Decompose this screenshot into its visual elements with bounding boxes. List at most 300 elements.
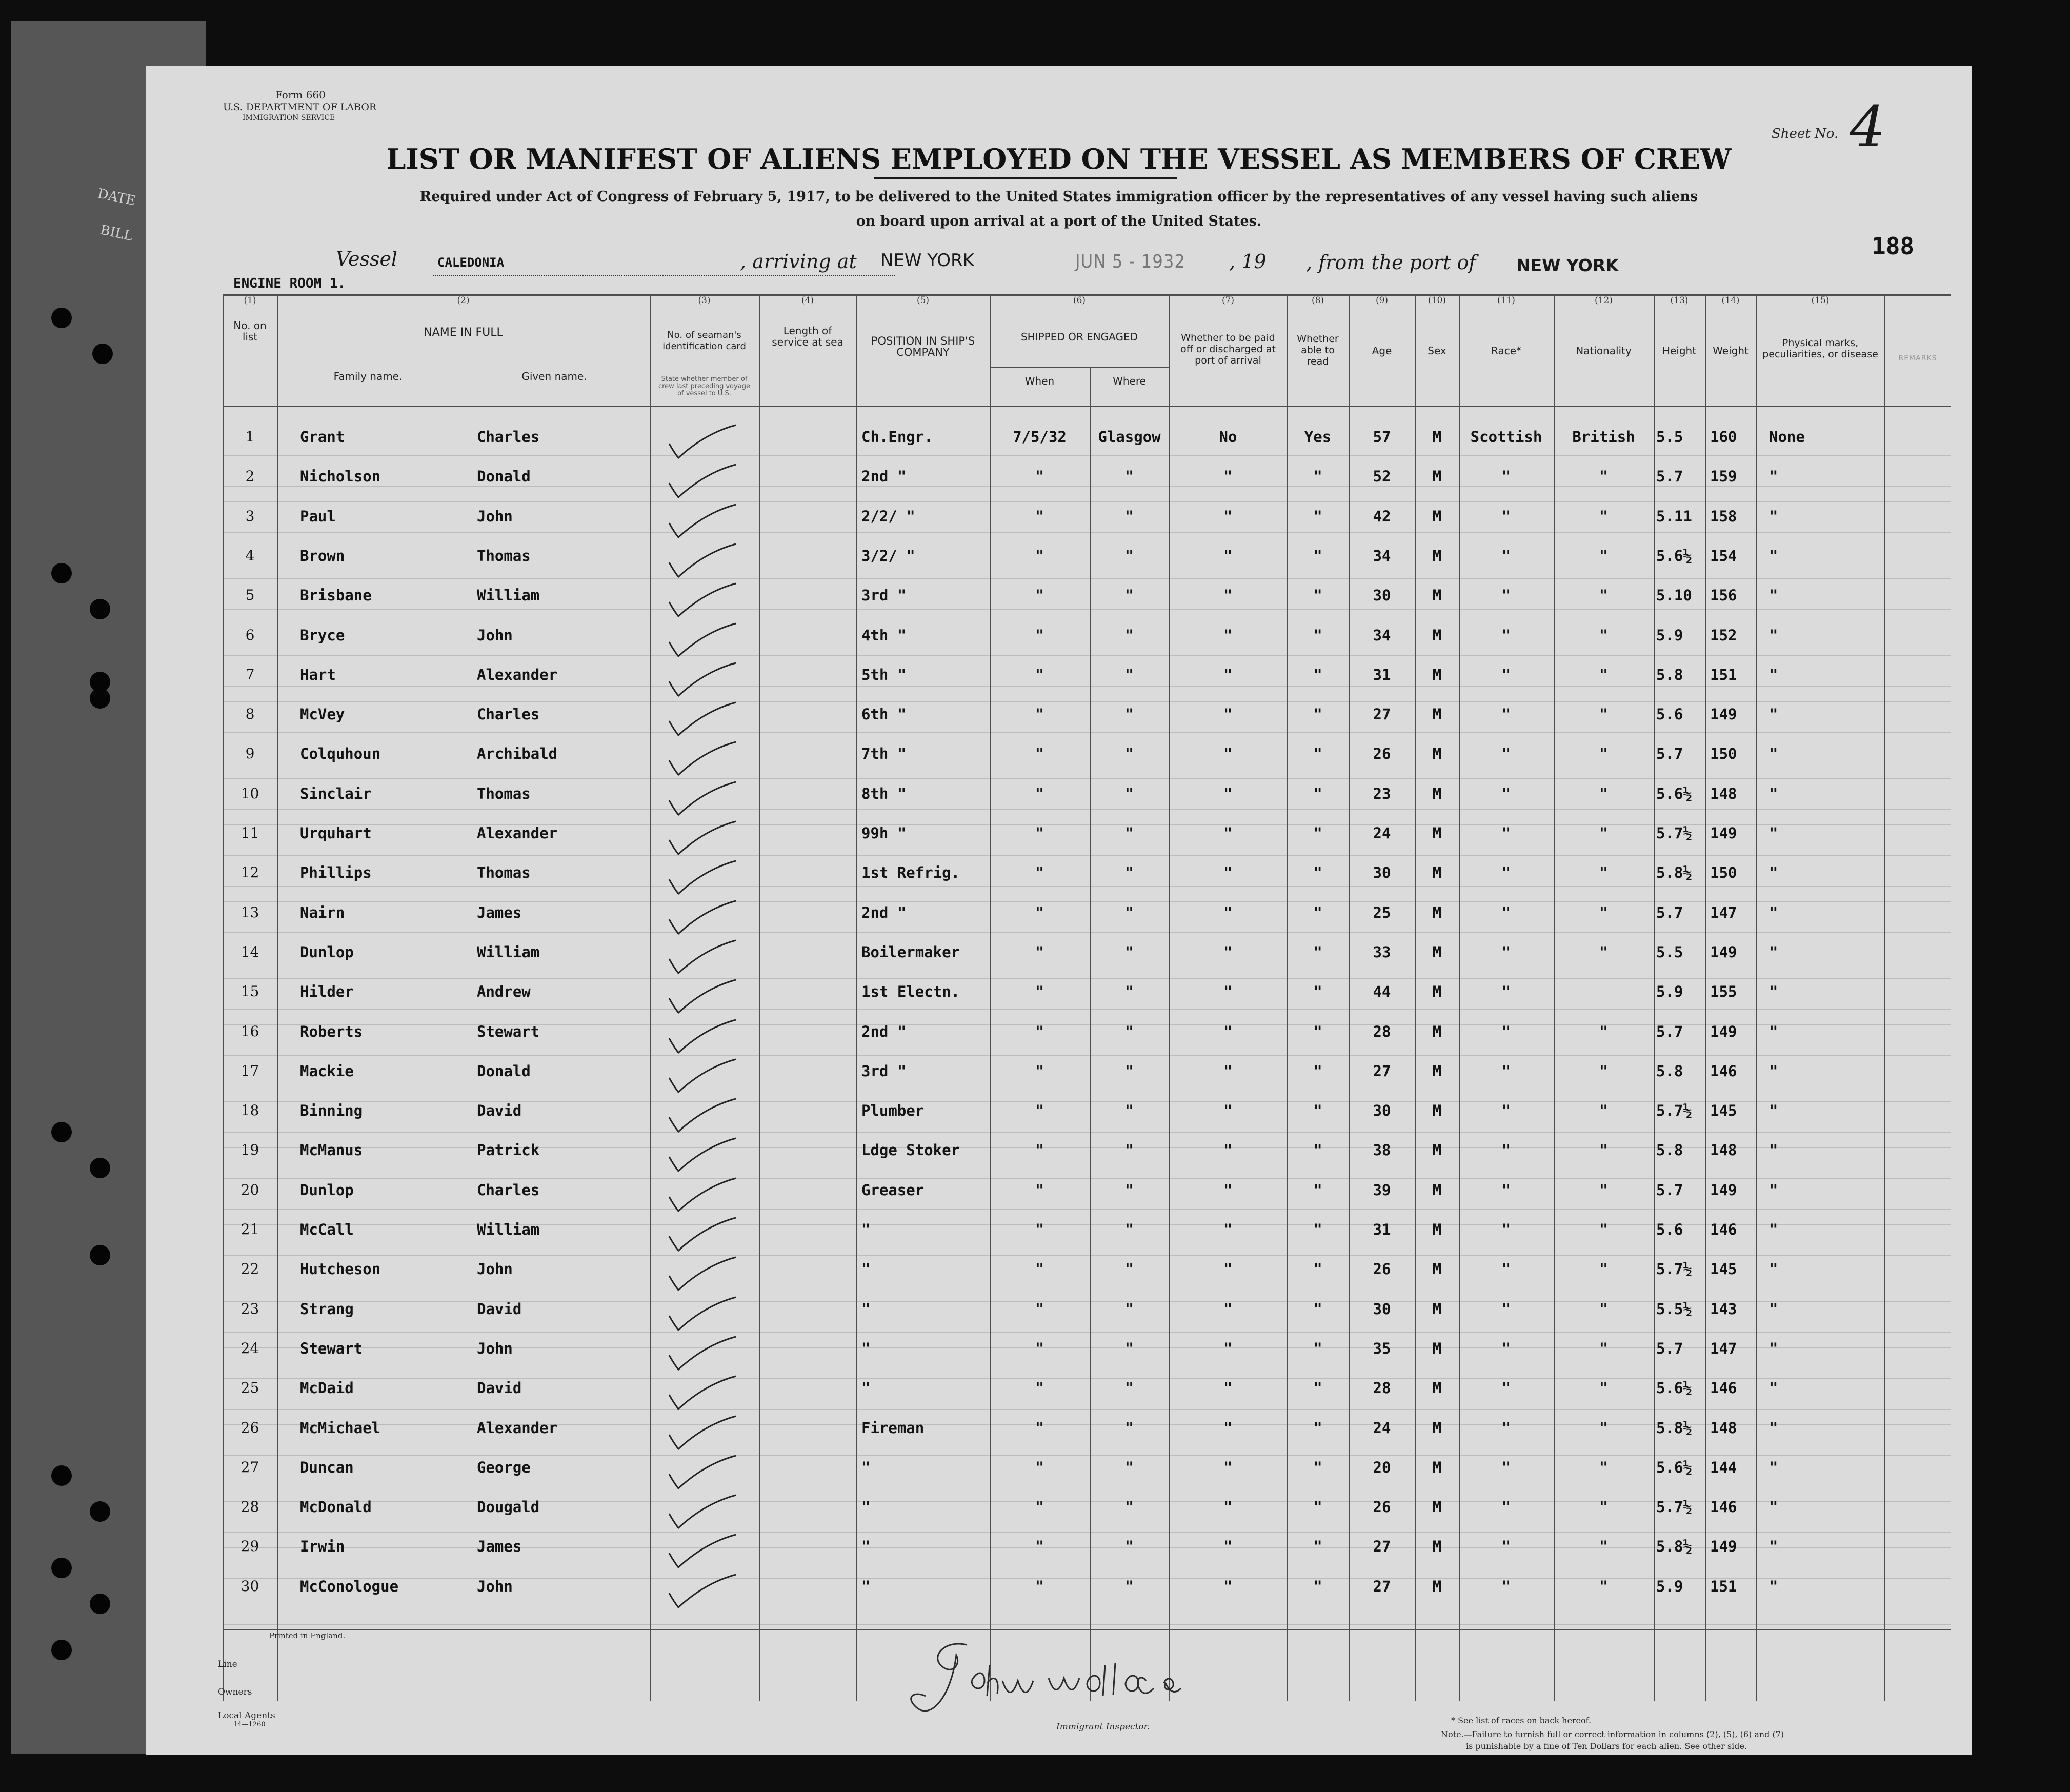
cell-where: " [1124,1181,1134,1199]
cell-sex: M [1432,1419,1442,1437]
cell-family: McVey [300,706,345,723]
manifest-title: LIST OR MANIFEST OF ALIENS EMPLOYED ON THE VESSEL AS MEMBERS OF CREW [386,143,1732,175]
cell-sex: M [1432,428,1442,446]
cell-sex: M [1432,626,1442,644]
cell-where: " [1124,824,1134,842]
cell-no: 6 [245,626,255,643]
cell-read: " [1313,745,1322,763]
cell-marks: " [1769,745,1778,763]
cell-where: " [1124,1339,1134,1357]
cell-age: 26 [1373,1260,1391,1278]
cell-nationality: " [1599,1458,1609,1476]
cell-height: 5.8 [1656,1141,1683,1159]
table-row [146,542,1972,578]
table-row [146,780,1972,816]
table-row [146,899,1972,935]
check-mark-icon [659,938,761,979]
cell-age: 34 [1373,626,1391,644]
check-mark-icon [659,899,761,940]
arriving-label: , arriving at [740,250,857,273]
check-mark-icon [659,502,761,543]
cell-weight: 146 [1710,1062,1737,1080]
cell-where: " [1124,1577,1134,1595]
cell-nationality: " [1599,587,1609,605]
table-row [146,1374,1972,1410]
cell-nationality: " [1599,1339,1609,1357]
inspector-signature [900,1635,1259,1722]
cell-no: 15 [240,983,259,1000]
cell-paid-off: " [1223,1339,1233,1357]
cell-read: " [1313,943,1322,961]
cell-height: 5.6 [1656,706,1683,723]
cell-marks: " [1769,1458,1778,1476]
table-row [146,740,1972,776]
table-row [146,859,1972,895]
cell-family: Nairn [300,903,345,921]
header-sex: Sex [1428,345,1446,357]
cell-height: 5.8½ [1656,864,1692,882]
cell-given: John [477,507,513,525]
printed-note: Printed in England. [269,1631,346,1640]
cell-weight: 149 [1710,824,1737,842]
ruled-line [223,1624,1951,1625]
cell-height: 5.7 [1656,468,1683,486]
table-row [146,1454,1972,1489]
cell-weight: 154 [1710,547,1737,565]
cell-height: 5.8½ [1656,1419,1692,1437]
cell-family: Hart [300,666,336,683]
cell-age: 30 [1373,1300,1391,1318]
cell-no: 10 [240,784,259,802]
cell-marks: " [1769,547,1778,565]
header-bottom-border [223,406,1951,407]
cell-age: 27 [1373,1062,1391,1080]
check-mark-icon [659,1097,761,1138]
col-number: (10) [1428,295,1446,306]
header-length-service: Length of service at sea [772,325,843,348]
punch-hole [51,1558,72,1578]
cell-sex: M [1432,547,1442,565]
cell-race: " [1501,983,1511,1001]
check-mark-icon [659,542,761,583]
cell-weight: 147 [1710,903,1737,921]
col-number: (7) [1221,295,1235,306]
cell-race: " [1501,1022,1511,1040]
header-height: Height [1662,345,1697,357]
cell-race: " [1501,1221,1511,1238]
cell-no: 2 [245,468,255,485]
col-number: (1) [244,295,256,306]
check-mark-icon [659,1295,761,1336]
cell-given: Thomas [477,547,531,565]
cell-weight: 143 [1710,1300,1737,1318]
check-mark-icon [659,1454,761,1495]
cell-age: 28 [1373,1379,1391,1397]
check-mark-icon [659,859,761,900]
check-mark-icon [659,819,761,860]
table-row [146,581,1972,617]
cell-sex: M [1432,1498,1442,1516]
cell-given: David [477,1102,522,1120]
table-row [146,423,1972,459]
table-row [146,938,1972,974]
cell-nationality: " [1599,1260,1609,1278]
cell-when: " [1035,983,1044,1001]
cell-marks: " [1769,468,1778,486]
cell-position: 6th " [861,706,907,723]
cell-age: 34 [1373,547,1391,565]
cell-family: Hilder [300,983,354,1001]
cell-age: 30 [1373,864,1391,882]
vessel-label: Vessel [336,248,398,270]
cell-paid-off: " [1223,983,1233,1001]
cell-paid-off: " [1223,784,1233,802]
cell-age: 26 [1373,1498,1391,1516]
cell-where: " [1124,1062,1134,1080]
cell-family: McConologue [300,1577,399,1595]
cell-age: 52 [1373,468,1391,486]
cell-sex: M [1432,507,1442,525]
cell-age: 31 [1373,1221,1391,1238]
from-port-label: , from the port of [1306,251,1476,274]
cell-position: Plumber [861,1102,925,1120]
cell-no: 12 [240,864,259,881]
cell-family: Brisbane [300,587,372,605]
cell-family: Sinclair [300,784,372,802]
cell-no: 22 [240,1260,259,1278]
cell-when: " [1035,1102,1044,1120]
punch-hole [51,1640,72,1660]
cell-height: 5.5 [1656,943,1683,961]
cell-height: 5.9 [1656,983,1683,1001]
col-number: (15) [1811,295,1830,306]
cell-age: 30 [1373,1102,1391,1120]
cell-weight: 158 [1710,507,1737,525]
cell-given: Alexander [477,1419,558,1437]
cell-family: Dunlop [300,1181,354,1199]
cell-height: 5.6½ [1656,547,1692,565]
cell-where: " [1124,784,1134,802]
cell-no: 4 [245,547,255,564]
check-mark-icon [659,978,761,1019]
cell-family: Grant [300,428,345,446]
cell-paid-off: " [1223,1102,1233,1120]
cell-marks: " [1769,824,1778,842]
cell-read: " [1313,468,1322,486]
stamp-fragment-bill: BILL [98,222,134,245]
cell-height: 5.6½ [1656,1458,1692,1476]
cell-read: " [1313,903,1322,921]
cell-nationality: " [1599,507,1609,525]
cell-marks: " [1769,1181,1778,1199]
header-paid-off: Whether to be paid off or discharged at port of arrival [1180,332,1276,366]
cell-sex: M [1432,1062,1442,1080]
arriving-port: NEW YORK [880,250,974,271]
cell-family: Mackie [300,1062,354,1080]
check-mark-icon [659,1573,761,1614]
cell-read: " [1313,1300,1322,1318]
cell-paid-off: " [1223,1221,1233,1238]
cell-race: " [1501,1181,1511,1199]
inspector-label: Immigrant Inspector. [1056,1722,1150,1732]
cell-sex: M [1432,1458,1442,1476]
header-when: When [1024,375,1055,387]
header-remarks: REMARKS [1898,354,1937,363]
cell-nationality: " [1599,1419,1609,1437]
cell-when: " [1035,507,1044,525]
table-row [146,1097,1972,1133]
cell-where: " [1124,903,1134,921]
cell-race: " [1501,507,1511,525]
cell-age: 38 [1373,1141,1391,1159]
cell-age: 27 [1373,706,1391,723]
header-id-card: No. of seaman's identification card [662,330,746,352]
cell-no: 27 [240,1458,259,1476]
cell-position: 3rd " [861,1062,907,1080]
table-row [146,1057,1972,1093]
cell-marks: " [1769,706,1778,723]
cell-marks: " [1769,1260,1778,1278]
cell-marks: " [1769,784,1778,802]
cell-given: James [477,1538,522,1556]
cell-age: 27 [1373,1538,1391,1556]
vessel-underline [433,275,895,276]
cell-position: 99h " [861,824,907,842]
year-label: , 19 [1229,250,1267,273]
cell-race: " [1501,1379,1511,1397]
cell-race: " [1501,1419,1511,1437]
cell-where: " [1124,1498,1134,1516]
cell-age: 39 [1373,1181,1391,1199]
col-number: (14) [1721,295,1740,306]
cell-weight: 146 [1710,1221,1737,1238]
header-no-on-list: No. on list [233,319,267,343]
cell-no: 16 [240,1022,259,1040]
cell-age: 27 [1373,1577,1391,1595]
header-physical-marks: Physical marks, peculiarities, or disease [1762,337,1878,360]
cell-age: 30 [1373,587,1391,605]
cell-given: Patrick [477,1141,540,1159]
owners-label: Owners [218,1687,252,1697]
cell-position: 8th " [861,784,907,802]
cell-paid-off: " [1223,1419,1233,1437]
cell-where: " [1124,1221,1134,1238]
cell-position: Greaser [861,1181,925,1199]
cell-family: Nicholson [300,468,381,486]
cell-position: " [861,1339,871,1357]
check-mark-icon [659,1255,761,1296]
department-section: ENGINE ROOM 1. [233,276,346,291]
cell-position: 2nd " [861,468,907,486]
table-row [146,819,1972,855]
cell-weight: 150 [1710,745,1737,763]
cell-no: 29 [240,1538,259,1555]
punch-hole [90,1594,110,1614]
cell-marks: " [1769,666,1778,683]
cell-when: " [1035,943,1044,961]
cell-marks: None [1769,428,1805,446]
cell-height: 5.9 [1656,1577,1683,1595]
cell-height: 5.8 [1656,666,1683,683]
check-mark-icon [659,1533,761,1574]
header-nationality: Nationality [1576,345,1632,357]
cell-given: John [477,626,513,644]
cell-age: 42 [1373,507,1391,525]
cell-family: Hutcheson [300,1260,381,1278]
cell-read: " [1313,1022,1322,1040]
cell-weight: 151 [1710,1577,1737,1595]
cell-where: " [1124,507,1134,525]
cell-paid-off: " [1223,1498,1233,1516]
cell-marks: " [1769,1538,1778,1556]
cell-no: 14 [240,943,259,960]
cell-no: 19 [240,1141,259,1159]
cell-given: Thomas [477,864,531,882]
cell-position: " [861,1221,871,1238]
cell-nationality: " [1599,1022,1609,1040]
cell-height: 5.7 [1656,903,1683,921]
cell-when: " [1035,706,1044,723]
cell-read: " [1313,824,1322,842]
punch-hole [90,1158,110,1178]
cell-paid-off: " [1223,1577,1233,1595]
cell-weight: 148 [1710,784,1737,802]
cell-race: " [1501,706,1511,723]
cell-paid-off: " [1223,547,1233,565]
cell-given: John [477,1339,513,1357]
cell-paid-off: " [1223,943,1233,961]
ruled-line [223,578,1951,579]
cell-no: 13 [240,903,259,921]
sheet-label: Sheet No. [1772,126,1839,142]
races-note: * See list of races on back hereof. [1451,1716,1592,1725]
cell-where: " [1124,706,1134,723]
cell-weight: 146 [1710,1498,1737,1516]
cell-paid-off: " [1223,745,1233,763]
check-mark-icon [659,1335,761,1376]
date-stamp: JUN 5 - 1932 [1075,251,1186,272]
cell-sex: M [1432,864,1442,882]
cell-weight: 155 [1710,983,1737,1001]
cell-marks: " [1769,1577,1778,1595]
cell-height: 5.7 [1656,745,1683,763]
cell-marks: " [1769,983,1778,1001]
punch-hole [51,1122,72,1142]
table-row [146,978,1972,1014]
shipped-divider [990,367,1169,368]
table-row [146,700,1972,736]
cell-read: " [1313,864,1322,882]
cell-no: 7 [245,666,255,683]
check-mark-icon [659,740,761,781]
cell-paid-off: No [1219,428,1237,446]
cell-where: " [1124,1419,1134,1437]
punch-hole [92,344,113,364]
cell-nationality: " [1599,1062,1609,1080]
header-age: Age [1372,345,1392,357]
cell-age: 20 [1373,1458,1391,1476]
cell-race: " [1501,745,1511,763]
cell-family: McCall [300,1221,354,1238]
punch-hole [51,563,72,583]
cell-when: " [1035,666,1044,683]
cell-where: " [1124,587,1134,605]
cell-when: " [1035,1458,1044,1476]
cell-paid-off: " [1223,1181,1233,1199]
cell-marks: " [1769,1339,1778,1357]
cell-paid-off: " [1223,1379,1233,1397]
cell-read: " [1313,1102,1322,1120]
cell-where: " [1124,468,1134,486]
cell-when: " [1035,587,1044,605]
cell-position: " [861,1458,871,1476]
cell-family: Roberts [300,1022,363,1040]
table-row [146,1176,1972,1212]
cell-read: " [1313,1260,1322,1278]
cell-read: " [1313,1498,1322,1516]
cell-when: " [1035,745,1044,763]
cell-given: James [477,903,522,921]
cell-weight: 148 [1710,1419,1737,1437]
cell-no: 3 [245,507,255,525]
cell-nationality: " [1599,1538,1609,1556]
table-row [146,1018,1972,1054]
cell-height: 5.11 [1656,507,1692,525]
cell-sex: M [1432,1102,1442,1120]
cell-when: " [1035,1260,1044,1278]
cell-read: " [1313,1181,1322,1199]
cell-family: McManus [300,1141,363,1159]
check-mark-icon [659,1493,761,1534]
header-given-name: Given name. [521,370,587,382]
cell-race: " [1501,1141,1511,1159]
col-number: (5) [916,295,930,306]
table-row [146,1216,1972,1252]
cell-family: McDaid [300,1379,354,1397]
cell-sex: M [1432,587,1442,605]
header-name-in-full: NAME IN FULL [424,326,503,339]
cell-nationality: " [1599,1221,1609,1238]
cell-nationality: " [1599,784,1609,802]
col-number: (6) [1073,295,1086,306]
punch-hole [51,308,72,328]
check-mark-icon [659,780,761,821]
cell-position: Boilermaker [861,943,960,961]
cell-height: 5.9 [1656,626,1683,644]
cell-height: 5.6½ [1656,784,1692,802]
cell-position: " [861,1300,871,1318]
cell-read: " [1313,587,1322,605]
cell-weight: 148 [1710,1141,1737,1159]
cell-sex: M [1432,666,1442,683]
cell-where: " [1124,1379,1134,1397]
cell-weight: 146 [1710,1379,1737,1397]
cell-given: Charles [477,1181,540,1199]
penalty-note-1: Note.—Failure to furnish full or correct information in columns (2), (5), (6) and (7) [1441,1729,1784,1739]
cell-height: 5.8½ [1656,1538,1692,1556]
table-row [146,1335,1972,1371]
cell-when: " [1035,903,1044,921]
cell-read: " [1313,666,1322,683]
cell-given: George [477,1458,531,1476]
cell-nationality: " [1599,864,1609,882]
cell-age: 25 [1373,903,1391,921]
cell-sex: M [1432,1339,1442,1357]
cell-when: " [1035,864,1044,882]
cell-race: " [1501,587,1511,605]
cell-height: 5.6 [1656,1221,1683,1238]
header-race: Race* [1491,345,1521,357]
